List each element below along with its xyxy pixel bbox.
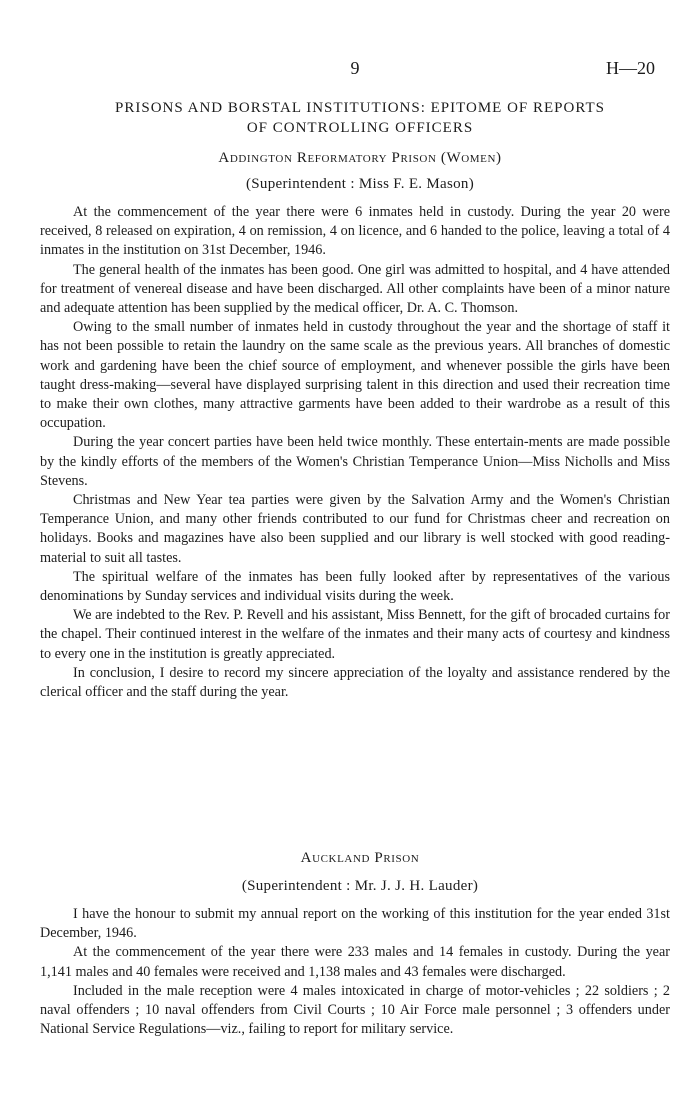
paragraph: I have the honour to submit my annual report on the working of this institution for the year ended 31st December, 1946. bbox=[40, 906, 670, 942]
document-title bbox=[40, 98, 680, 138]
document-title-line-1: PRISONS AND BORSTAL INSTITUTIONS: EPITOME OF REPORTS bbox=[115, 100, 605, 116]
section-heading-addington: Addington Reformatory Prison (Women) bbox=[218, 150, 502, 166]
paragraph: Owing to the small number of inmates held in custody throughout the year and the shortage of staff it has not been possible to retain the laundry on the same scale as the previous years. All branches of domestic work and gardening have been the chief source of employment, and whenever possible the girls have been taught dress-making—several have displayed surprising talent in this direction and used their recreation time to make their own clothes, many attractive garments have been added to their wardrobe as a result of this occupation. bbox=[40, 319, 670, 432]
section-heading-auckland: Auckland Prison bbox=[300, 850, 420, 866]
paragraph: The spiritual welfare of the inmates has been fully looked after by representatives of the various denominations by Sunday services and individual visits during the week. bbox=[40, 568, 670, 605]
paragraph: The general health of the inmates has been good. One girl was admitted to hospital, and 4 have attended for treatment of venereal disease and have been discharged. All other complaints have been of a minor nature and adequate attention has been supplied by the medical officer, Dr. A. C. Thomson. bbox=[40, 261, 670, 317]
paragraph: At the commencement of the year there were 233 males and 14 females in custody. During the year 1,141 males and 40 females were received and 1,138 males and 43 females were discharged. bbox=[40, 944, 670, 980]
superintendent-line-addington: (Superintendent : Miss F. E. Mason) bbox=[245, 176, 475, 192]
paragraph: Included in the male reception were 4 males intoxicated in charge of motor-vehicles ; 22 soldiers ; 2 naval offenders ; 10 naval offenders from Civil Courts ; 10 Air Force male personnel ; 3 offenders under National Service Regulations—viz., failing to report for military service. bbox=[40, 982, 670, 1038]
superintendent-line-auckland: (Superintendent : Mr. J. J. H. Lauder) bbox=[241, 878, 479, 894]
section-body-addington bbox=[40, 203, 670, 702]
paragraph: During the year concert parties have been held twice monthly. These entertain-ments are made possible by the kindly efforts of the members of the Women's Christian Temperance Union—Miss Nicholls and Miss Stevens. bbox=[40, 434, 670, 489]
page-number: 9 bbox=[350, 58, 360, 78]
page-reference: H—20 bbox=[606, 58, 655, 78]
section-body-auckland bbox=[40, 905, 670, 1039]
paragraph: We are indebted to the Rev. P. Revell and his assistant, Miss Bennett, for the gift of brocaded curtains for the chapel. Their continued interest in the welfare of the inmates and their many acts of courtesy and kindness to every one in the institution is greatly appreciated. bbox=[40, 607, 670, 662]
document-title-line-2: OF CONTROLLING OFFICERS bbox=[246, 120, 474, 136]
paragraph: Christmas and New Year tea parties were given by the Salvation Army and the Women's Christian Temperance Union, and many other friends contributed to our fund for Christmas cheer and recreation on holidays. Books and magazines have also been supplied and our library is well stocked with good reading-material to suit all tastes. bbox=[40, 492, 670, 566]
paragraph: In conclusion, I desire to record my sincere appreciation of the loyalty and assistance rendered by the clerical officer and the staff during the year. bbox=[40, 664, 670, 701]
paragraph: At the commencement of the year there were 6 inmates held in custody. During the year 20 were received, 8 released on expiration, 4 on remission, 4 on licence, and 6 handed to the police, leaving a total of 4 inmates in the institution on 31st December, 1946. bbox=[40, 204, 670, 259]
